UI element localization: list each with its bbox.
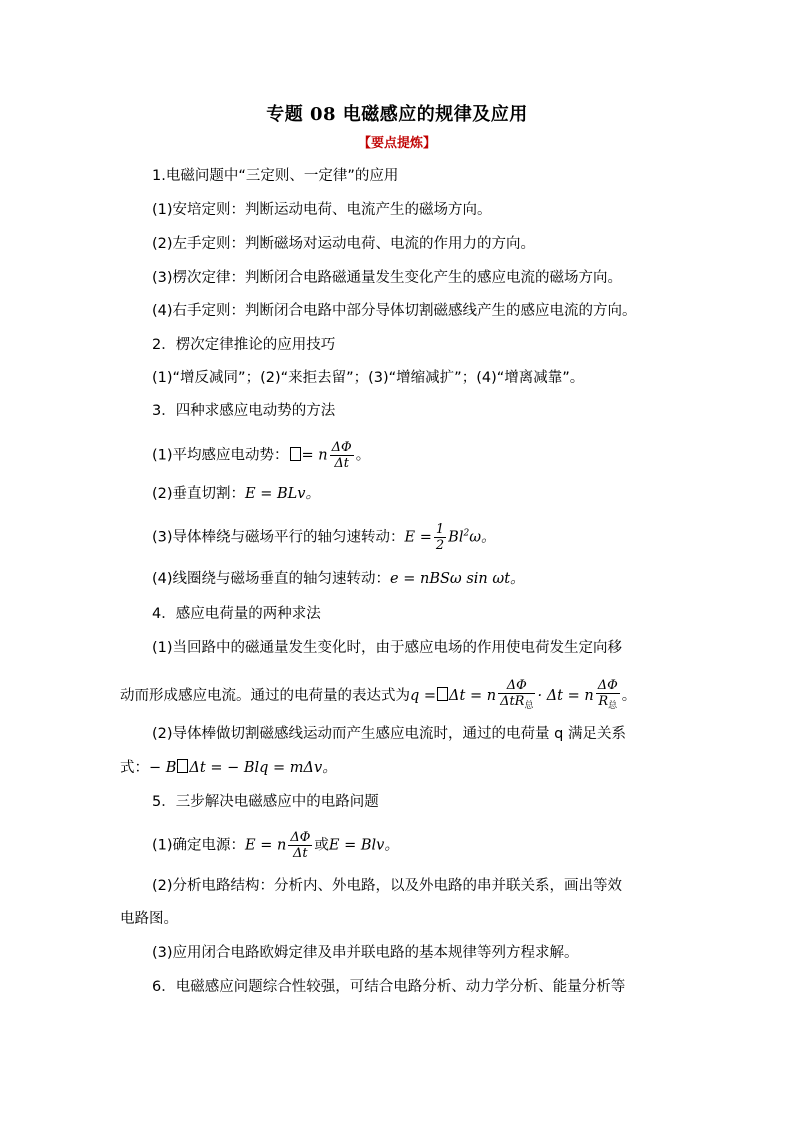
s1-item-1: (1)安培定则：判断运动电荷、电流产生的磁场方向。 bbox=[152, 202, 492, 218]
eq-mid: · Δt = n bbox=[537, 688, 594, 704]
fraction-numerator: ΔΦ bbox=[597, 678, 618, 693]
s3-item-1 bbox=[152, 440, 370, 471]
s3-item-3-tail: ω。 bbox=[469, 529, 496, 546]
eq-e: E = n bbox=[245, 837, 287, 854]
s5-item-1-label: (1)确定电源： bbox=[152, 837, 246, 854]
s3-item-3 bbox=[152, 522, 496, 553]
s3-item-2-eq: E = BLv。 bbox=[245, 486, 320, 502]
den-text: R bbox=[598, 694, 609, 709]
fraction-numerator: ΔΦ bbox=[290, 830, 311, 845]
s3-item-3-eq: E = bbox=[404, 529, 432, 546]
s3-item-3-term: Bl bbox=[448, 529, 464, 546]
missing-glyph-box bbox=[177, 759, 188, 773]
s5-heading: 5．三步解决电磁感应中的电路问题 bbox=[152, 794, 379, 810]
s2-heading: 2．楞次定律推论的应用技巧 bbox=[152, 337, 336, 353]
period: 。 bbox=[621, 688, 637, 704]
fraction-denominator bbox=[498, 694, 535, 714]
fraction-numerator: ΔΦ bbox=[498, 678, 535, 694]
subscript: 总 bbox=[608, 701, 618, 711]
subscript: 总 bbox=[524, 701, 534, 711]
fraction-denominator bbox=[596, 694, 620, 714]
s4-item-2-line-1: (2)导体棒做切割磁感线运动而产生感应电流时，通过的电荷量 q 满足关系 bbox=[152, 726, 626, 742]
eq-e2: E = Blv。 bbox=[328, 837, 399, 854]
s3-item-1-label: (1)平均感应电动势： bbox=[152, 447, 289, 464]
s6-heading: 6．电磁感应问题综合性较强，可结合电路分析、动力学分析、能量分析等 bbox=[152, 979, 626, 995]
fraction-numerator: ΔΦ bbox=[331, 440, 352, 455]
missing-glyph-box bbox=[290, 447, 301, 461]
s1-item-4: (4)右手定则：判断闭合电路中部分导体切割磁感线产生的感应电流的方向。 bbox=[152, 303, 637, 319]
s4-item-2-line-2 bbox=[120, 758, 337, 778]
fraction-denominator: Δt bbox=[293, 846, 308, 861]
s4-item-1-line-2 bbox=[120, 678, 636, 714]
fraction bbox=[330, 440, 354, 471]
s5-item-1 bbox=[152, 830, 399, 861]
missing-glyph-box bbox=[437, 687, 448, 701]
s3-item-2 bbox=[152, 484, 320, 504]
fraction bbox=[288, 830, 312, 861]
den-text: ΔtR bbox=[500, 694, 525, 709]
s1-item-3: (3)楞次定律：判断闭合电路磁通量发生变化产生的感应电流的磁场方向。 bbox=[152, 270, 623, 286]
eq-part-1: − B bbox=[149, 760, 177, 776]
s3-item-1-eq: = n bbox=[301, 447, 328, 464]
eq-dt: Δt = n bbox=[449, 688, 497, 704]
s5-item-2-line-2: 电路图。 bbox=[120, 911, 178, 927]
s3-item-4 bbox=[152, 569, 525, 589]
s3-heading: 3．四种求感应电动势的方法 bbox=[152, 403, 336, 419]
period: 。 bbox=[355, 447, 371, 464]
s3-item-4-eq: e = nBSω sin ωt。 bbox=[390, 571, 525, 587]
s2-text: (1)“增反减同”；(2)“来拒去留”；(3)“增缩减扩”；(4)“增离减靠”。 bbox=[152, 370, 585, 386]
page-title: 专题 08 电磁感应的规律及应用 bbox=[266, 104, 528, 125]
fraction-denominator: Δt bbox=[334, 456, 349, 471]
eq-q: q = bbox=[410, 688, 437, 704]
s3-item-4-label: (4)线圈绕与磁场垂直的轴匀速转动： bbox=[152, 571, 391, 587]
superscript: 2 bbox=[463, 528, 470, 539]
s4-item-2-prefix: 式： bbox=[120, 760, 149, 776]
s3-item-3-label: (3)导体棒绕与磁场平行的轴匀速转动： bbox=[152, 529, 405, 546]
fraction bbox=[596, 678, 620, 714]
fraction-denominator: 2 bbox=[435, 538, 445, 553]
s4-item-1-line-1: (1)当回路中的磁通量发生变化时，由于感应电场的作用使电荷发生定向移 bbox=[152, 640, 623, 656]
or-text: 或 bbox=[314, 837, 329, 854]
section-subtitle: 【要点提炼】 bbox=[357, 136, 436, 151]
s3-item-2-label: (2)垂直切割： bbox=[152, 486, 246, 502]
fraction-numerator: 1 bbox=[435, 522, 445, 537]
eq-part-2: Δt = − Blq = mΔv。 bbox=[189, 760, 337, 776]
s5-item-2-line-1: (2)分析电路结构：分析内、外电路，以及外电路的串并联关系，画出等效 bbox=[152, 878, 623, 894]
s5-item-3: (3)应用闭合电路欧姆定律及串并联电路的基本规律等列方程求解。 bbox=[152, 945, 579, 961]
s1-item-2: (2)左手定则：判断磁场对运动电荷、电流的作用力的方向。 bbox=[152, 236, 536, 252]
s1-heading: 1.电磁问题中“三定则、一定律”的应用 bbox=[152, 168, 399, 184]
fraction bbox=[498, 678, 535, 714]
s4-heading: 4．感应电荷量的两种求法 bbox=[152, 606, 321, 622]
s4-item-1-text: 动而形成感应电流。通过的电荷量的表达式为 bbox=[120, 688, 410, 704]
fraction bbox=[434, 522, 446, 553]
